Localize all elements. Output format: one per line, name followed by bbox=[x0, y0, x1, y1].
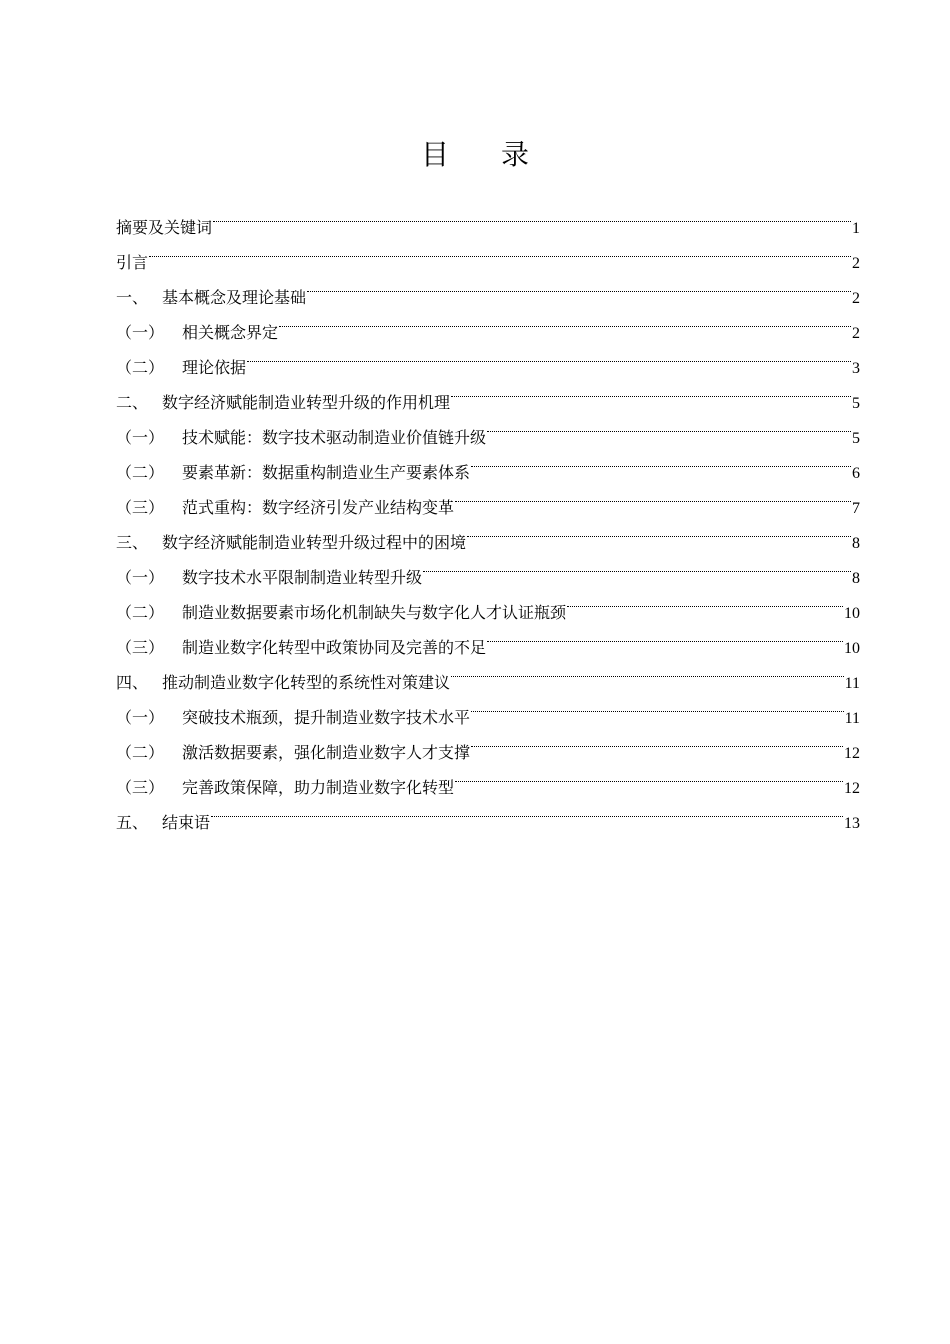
toc-entry-text: 制造业数据要素市场化机制缺失与数字化人才认证瓶颈 bbox=[182, 603, 567, 622]
toc-entry[interactable] bbox=[116, 233, 860, 272]
toc-page-number: 1 bbox=[852, 220, 860, 237]
toc-page-number: 11 bbox=[844, 675, 860, 692]
toc-entry-text: 范式重构：数字经济引发产业结构变革 bbox=[182, 498, 455, 517]
toc-entry-text: 引言 bbox=[116, 253, 149, 272]
toc-page-number: 2 bbox=[852, 290, 860, 307]
toc-entry-number: （三） bbox=[116, 778, 165, 797]
toc-title-char-2: 录 bbox=[501, 138, 530, 171]
toc-entry-number: （一） bbox=[116, 568, 165, 587]
toc-entry-text: 完善政策保障，助力制造业数字化转型 bbox=[182, 778, 455, 797]
toc-page-number: 5 bbox=[852, 395, 860, 412]
toc-dot-leader bbox=[455, 478, 851, 513]
toc-entry-number: （二） bbox=[116, 463, 165, 482]
toc-entry-number: 四、 bbox=[116, 673, 149, 692]
toc-title-char-1: 目 bbox=[420, 138, 449, 171]
toc-list bbox=[116, 198, 860, 832]
toc-page-number: 6 bbox=[852, 465, 860, 482]
toc-entry-text: 制造业数字化转型中政策协同及完善的不足 bbox=[182, 638, 487, 657]
toc-page-number: 10 bbox=[844, 605, 860, 622]
toc-entry-number: （三） bbox=[116, 638, 165, 657]
toc-entry-text: 结束语 bbox=[162, 813, 211, 832]
toc-entry-text: 突破技术瓶颈，提升制造业数字技术水平 bbox=[182, 708, 471, 727]
toc-entry-number: （一） bbox=[116, 428, 165, 447]
toc-dot-leader bbox=[423, 548, 851, 583]
toc-entry-text: 数字经济赋能制造业转型升级过程中的困境 bbox=[162, 533, 467, 552]
toc-entry-number: 一、 bbox=[116, 288, 149, 307]
toc-dot-leader bbox=[487, 408, 851, 443]
toc-page-number: 5 bbox=[852, 430, 860, 447]
toc-entry-number: 三、 bbox=[116, 533, 149, 552]
toc-entry-number: 二、 bbox=[116, 393, 149, 412]
toc-dot-leader bbox=[149, 233, 851, 268]
toc-entry-text: 基本概念及理论基础 bbox=[162, 288, 307, 307]
toc-dot-leader bbox=[471, 723, 843, 758]
toc-entry-number: （三） bbox=[116, 498, 165, 517]
toc-dot-leader bbox=[567, 583, 843, 618]
toc-entry[interactable] bbox=[116, 198, 860, 237]
toc-page-number: 2 bbox=[852, 325, 860, 342]
toc-entry-text: 推动制造业数字化转型的系统性对策建议 bbox=[162, 673, 451, 692]
toc-entry-number: （二） bbox=[116, 603, 165, 622]
toc-entry-number: （二） bbox=[116, 743, 165, 762]
toc-dot-leader bbox=[211, 793, 843, 828]
toc-dot-leader bbox=[487, 618, 843, 653]
toc-entry-text: 摘要及关键词 bbox=[116, 218, 213, 237]
toc-entry-number: （一） bbox=[116, 323, 165, 342]
toc-page-number: 10 bbox=[844, 640, 860, 657]
toc-entry-text: 理论依据 bbox=[182, 358, 247, 377]
toc-page-number: 12 bbox=[844, 780, 860, 797]
toc-dot-leader bbox=[467, 513, 851, 548]
toc-entry[interactable] bbox=[116, 793, 860, 832]
toc-dot-leader bbox=[451, 653, 844, 688]
toc-page-number: 2 bbox=[852, 255, 860, 272]
toc-entry-number: （二） bbox=[116, 358, 165, 377]
toc-page-number: 7 bbox=[852, 500, 860, 517]
toc-page-number: 13 bbox=[844, 815, 860, 832]
toc-entry-number: （一） bbox=[116, 708, 165, 727]
toc-entry-text: 技术赋能：数字技术驱动制造业价值链升级 bbox=[182, 428, 487, 447]
toc-dot-leader bbox=[247, 338, 851, 373]
toc-page-number: 8 bbox=[852, 570, 860, 587]
toc-dot-leader bbox=[471, 688, 844, 723]
toc-entry-number: 五、 bbox=[116, 813, 149, 832]
toc-page-number: 12 bbox=[844, 745, 860, 762]
toc-page-number: 3 bbox=[852, 360, 860, 377]
toc-page-number: 11 bbox=[844, 710, 860, 727]
toc-dot-leader bbox=[455, 758, 843, 793]
toc-entry-text: 要素革新：数据重构制造业生产要素体系 bbox=[182, 463, 471, 482]
toc-dot-leader bbox=[279, 303, 851, 338]
toc-entry-text: 数字技术水平限制制造业转型升级 bbox=[182, 568, 423, 587]
toc-dot-leader bbox=[451, 373, 851, 408]
toc-entry[interactable] bbox=[116, 268, 860, 307]
toc-dot-leader bbox=[213, 198, 851, 233]
toc-page-number: 8 bbox=[852, 535, 860, 552]
toc-entry-text: 数字经济赋能制造业转型升级的作用机理 bbox=[162, 393, 451, 412]
toc-dot-leader bbox=[307, 268, 851, 303]
toc-entry-text: 激活数据要素，强化制造业数字人才支撑 bbox=[182, 743, 471, 762]
toc-dot-leader bbox=[471, 443, 851, 478]
toc-title bbox=[0, 135, 950, 175]
toc-entry-text: 相关概念界定 bbox=[182, 323, 279, 342]
